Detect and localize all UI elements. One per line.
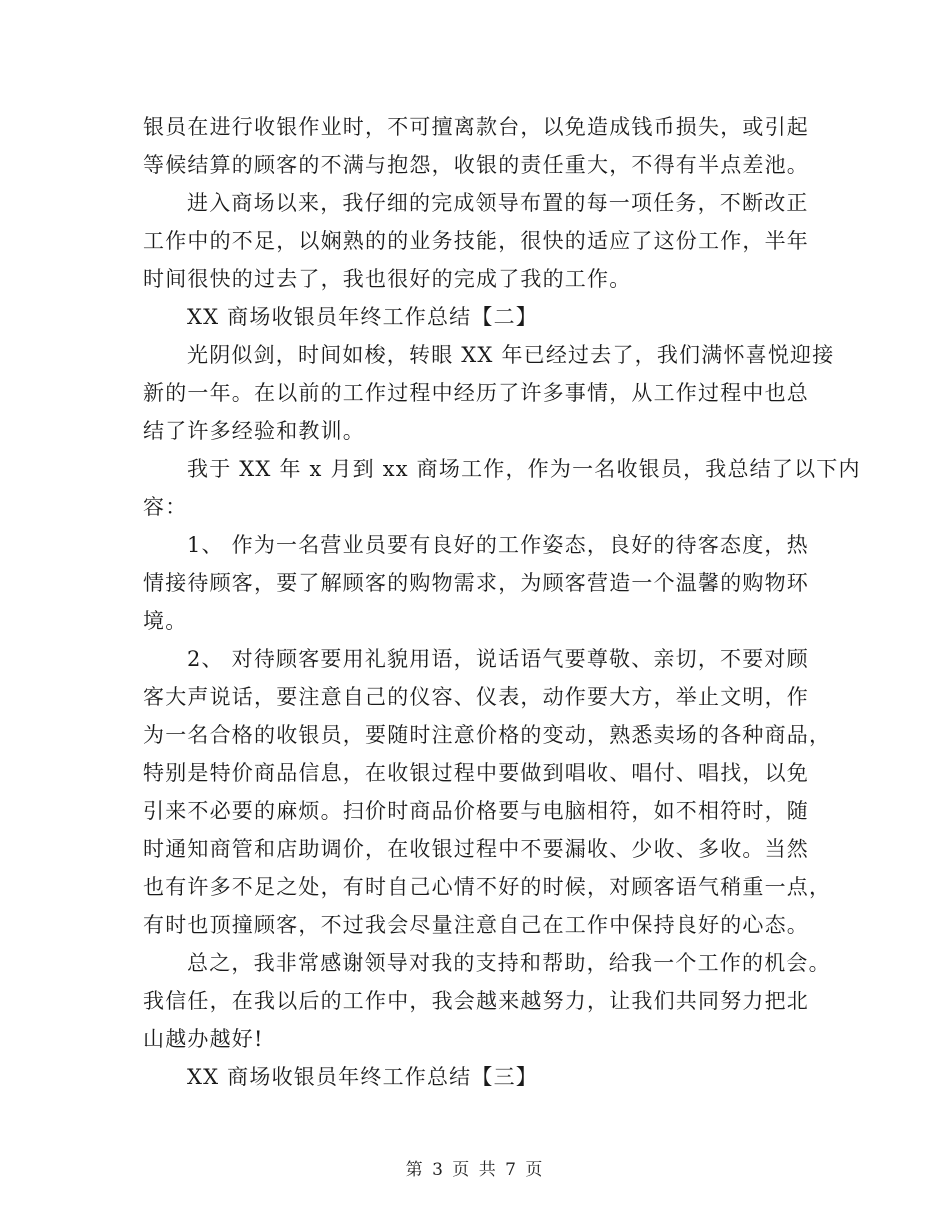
- text-line: 进入商场以来，我仔细的完成领导布置的每一项任务，不断改正: [187, 191, 809, 215]
- text-line: 光阴似剑，时间如梭，转眼 XX 年已经过去了，我们满怀喜悦迎接: [187, 343, 835, 367]
- list-item: 1、 作为一名营业员要有良好的工作姿态，良好的待客态度，热: [187, 533, 809, 557]
- text-line: 特别是特价商品信息，在收银过程中要做到唱收、唱付、唱找，以免: [143, 761, 809, 785]
- text-line: 也有许多不足之处，有时自己心情不好的时候，对顾客语气稍重一点，: [143, 875, 832, 899]
- text-line: 银员在进行收银作业时，不可擅离款台，以免造成钱币损失，或引起: [143, 115, 809, 139]
- text-line: 情接待顾客，要了解顾客的购物需求，为顾客营造一个温馨的购物环: [143, 571, 809, 595]
- text-line: 有时也顶撞顾客，不过我会尽量注意自己在工作中保持良好的心态。: [143, 913, 809, 937]
- text-line: 时通知商管和店助调价，在收银过程中不要漏收、少收、多收。当然: [143, 837, 809, 861]
- text-line: 时间很快的过去了，我也很好的完成了我的工作。: [143, 267, 632, 291]
- text-line: 结了许多经验和教训。: [143, 419, 365, 443]
- text-line: 我信任，在我以后的工作中，我会越来越努力，让我们共同努力把北: [143, 989, 809, 1013]
- text-line: 我于 XX 年 x 月到 xx 商场工作，作为一名收银员，我总结了以下内: [187, 457, 861, 481]
- section-heading: XX 商场收银员年终工作总结【三】: [187, 1065, 538, 1089]
- page-number-footer: 第 3 页 共 7 页: [405, 1160, 545, 1180]
- text-line: 为一名合格的收银员，要随时注意价格的变动，熟悉卖场的各种商品，: [143, 723, 832, 747]
- text-line: 等候结算的顾客的不满与抱怨，收银的责任重大，不得有半点差池。: [143, 153, 809, 177]
- section-heading: XX 商场收银员年终工作总结【二】: [187, 305, 538, 329]
- text-line: 境。: [143, 609, 188, 633]
- text-line: 工作中的不足，以娴熟的的业务技能，很快的适应了这份工作，半年: [143, 229, 809, 253]
- text-line: 新的一年。在以前的工作过程中经历了许多事情，从工作过程中也总: [143, 381, 809, 405]
- text-line: 客大声说话，要注意自己的仪容、仪表，动作要大方，举止文明，作: [143, 685, 809, 709]
- text-line: 引来不必要的麻烦。扫价时商品价格要与电脑相符，如不相符时，随: [143, 799, 809, 823]
- text-line: 容：: [143, 495, 188, 519]
- list-item: 2、 对待顾客要用礼貌用语，说话语气要尊敬、亲切，不要对顾: [187, 647, 809, 671]
- text-line: 总之，我非常感谢领导对我的支持和帮助，给我一个工作的机会。: [187, 951, 831, 975]
- text-line: 山越办越好!: [143, 1027, 264, 1051]
